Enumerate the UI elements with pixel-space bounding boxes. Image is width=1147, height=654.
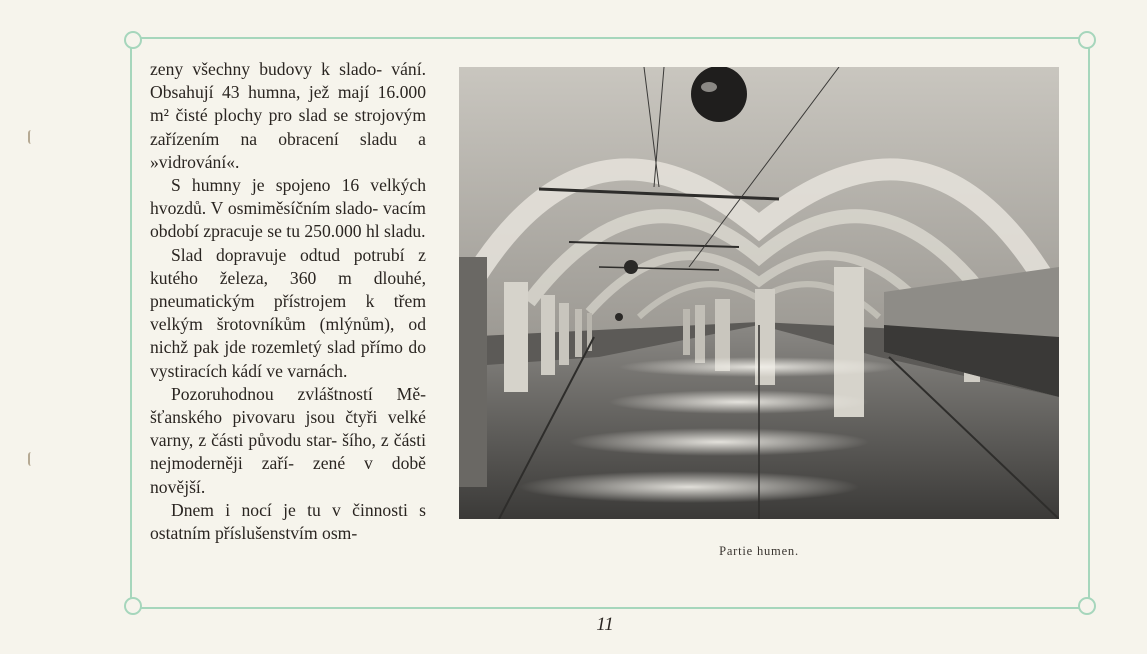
frame-corner-ornament (1078, 31, 1096, 49)
paragraph: Pozoruhodnou zvláštností Mě- šťanského pivovaru jsou čtyři velké varny, z části původu star- šího, z části nejmoderněji zaří- zené v době novější. (150, 383, 426, 497)
frame-corner-ornament (124, 597, 142, 615)
paragraph: S humny je spojeno 16 velkých hvozdů. V osmiměsíčním slado- vacím období zpracuje se tu 250.000 hl sladu. (150, 175, 426, 242)
paragraph: Dnem i nocí je tu v činnosti s ostatním příslušenstvím osm- (150, 499, 426, 544)
frame-corner-ornament (124, 31, 142, 49)
binding-mark (28, 452, 35, 466)
frame-corner-ornament (1078, 597, 1096, 615)
binding-mark (28, 130, 35, 144)
paragraph: zeny všechny budovy k slado- vání. Obsahují 43 humna, jež mají 16.000 m² čisté plochy pro slad se strojovým zařízením na obracení sladu a »vidrování«. (150, 59, 426, 172)
paragraph: Slad dopravuje odtud potrubí z kutého železa, 360 m dlouhé, pneumatickým přístrojem k třem velkým šrotovníkům (mlýnům), od nichž pak jde rozemletý slad přímo do vystiracích kádí ve varnách. (150, 244, 426, 381)
photo-caption: Partie humen. (719, 544, 799, 558)
page-number: 11 (596, 614, 614, 635)
body-text-column (150, 58, 426, 545)
malt-floor-photograph (459, 67, 1059, 519)
